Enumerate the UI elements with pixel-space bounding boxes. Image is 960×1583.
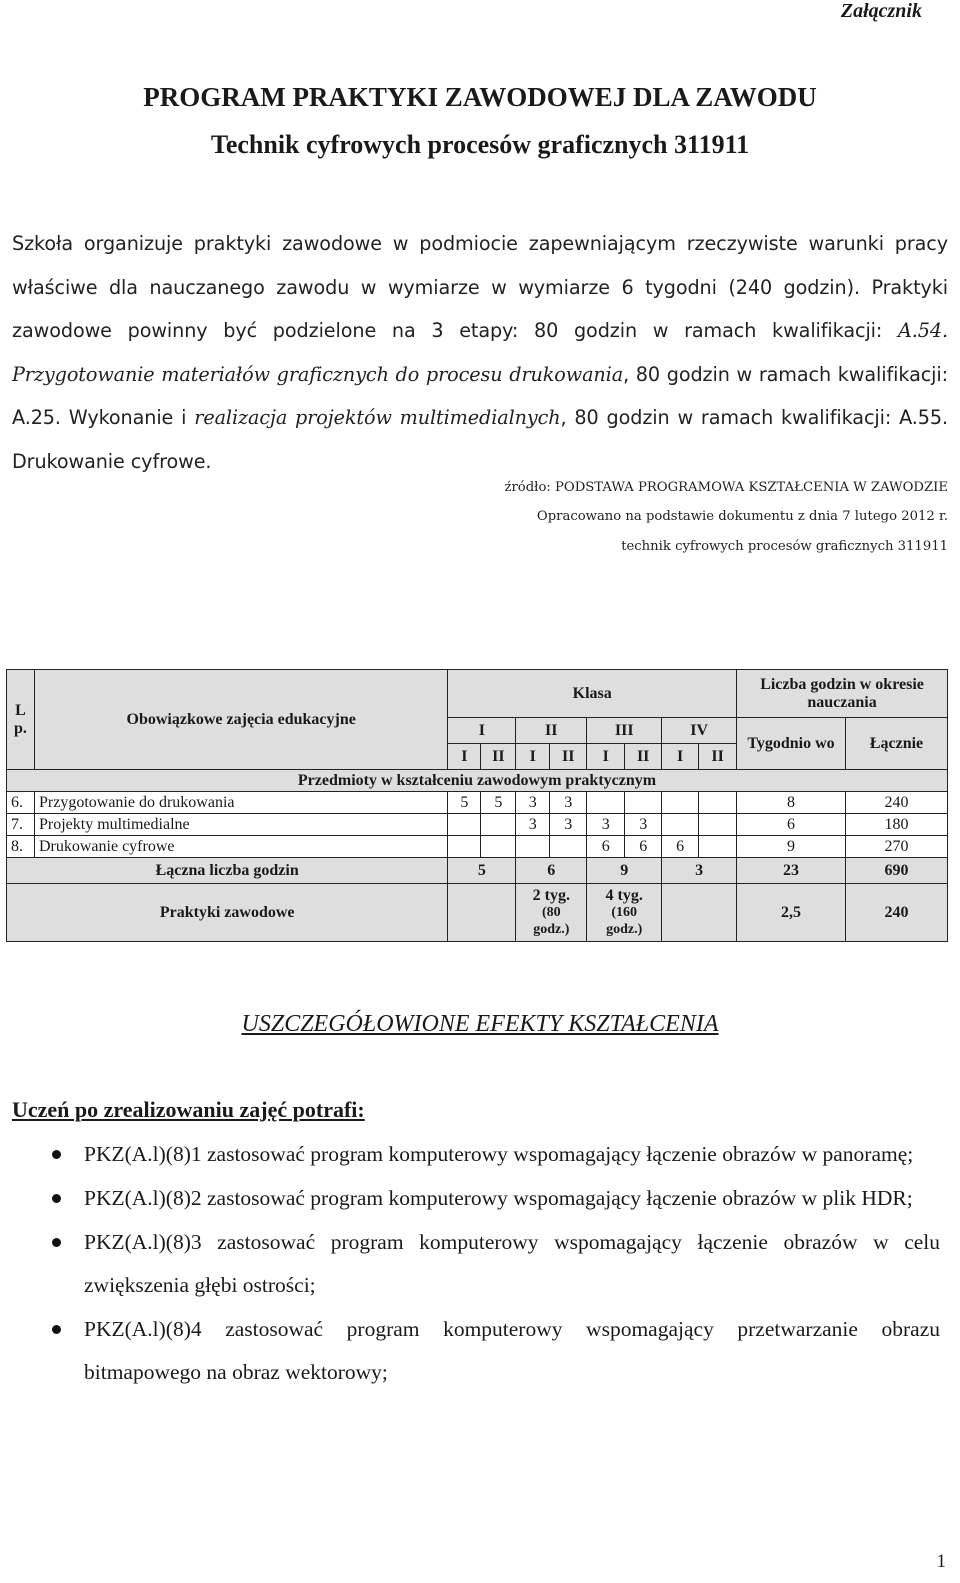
intro-paragraph [12, 222, 948, 483]
class-header: IV [662, 718, 737, 744]
row-number: 8. [7, 836, 35, 858]
hours-cell [699, 792, 737, 814]
hours-cell [587, 792, 625, 814]
bullet-icon [52, 1325, 61, 1334]
hours-cell [699, 836, 737, 858]
page-number: 1 [936, 1551, 946, 1572]
hours-cell: 3 [516, 792, 550, 814]
semester-header: I [587, 744, 625, 770]
hours-cell: 5 [448, 792, 481, 814]
subject-name: Drukowanie cyfrowe [34, 836, 447, 858]
effect-text: PKZ(A.l)(8)1 zastosować program komputerowy wspomagający łączenie obrazów w panoramę; [84, 1142, 914, 1166]
hours-cell [481, 836, 516, 858]
row-number: 7. [7, 814, 35, 836]
class-header: I [448, 718, 516, 744]
effect-text: PKZ(A.l)(8)3 zastosować program komputerowy wspomagający łączenie obrazów w celu zwiększenia głębi ostrości; [84, 1230, 940, 1297]
source-profession-line: technik cyfrowych procesów graficznych 311911 [621, 539, 948, 554]
effects-list [12, 1133, 940, 1395]
effect-text: PKZ(A.l)(8)2 zastosować program komputerowy wspomagający łączenie obrazów w plik HDR; [84, 1186, 913, 1210]
weekly-cell: 9 [737, 836, 846, 858]
semester-header: I [448, 744, 481, 770]
hours-cell [448, 814, 481, 836]
hours-cell [625, 792, 662, 814]
intro-text-2: , 80 godzin w ramach kwalifikacji: A.25. Wykonanie i [12, 362, 948, 429]
semester-header: II [550, 744, 587, 770]
weekly-cell: 6 [737, 814, 846, 836]
hours-header: Liczba godzin w okresie nauczania [737, 670, 948, 718]
weekly-header: Tygodnio wo [737, 718, 846, 770]
semester-header: II [625, 744, 662, 770]
hours-cell: 3 [516, 814, 550, 836]
row-number: 6. [7, 792, 35, 814]
hours-cell: 6 [587, 836, 625, 858]
practice-weekly: 2,5 [737, 884, 846, 942]
hours-cell: 6 [662, 836, 699, 858]
table-row [7, 814, 948, 836]
sum-cell: 6 [516, 858, 587, 884]
hours-cell: 3 [587, 814, 625, 836]
profession-title: Technik cyfrowych procesów graficznych 311911 [210, 130, 750, 159]
total-cell: 240 [846, 792, 948, 814]
student-heading: Uczeń po zrealizowaniu zajęć potrafi: [12, 1097, 365, 1122]
hours-cell: 5 [481, 792, 516, 814]
list-item [12, 1308, 940, 1394]
bullet-icon [52, 1150, 61, 1159]
hours-cell [550, 836, 587, 858]
sum-weekly: 23 [737, 858, 846, 884]
list-item [12, 1177, 940, 1220]
subject-name: Projekty multimedialne [34, 814, 447, 836]
hours-cell: 3 [550, 792, 587, 814]
hours-cell [448, 836, 481, 858]
sum-row [7, 858, 948, 884]
sum-total: 690 [846, 858, 948, 884]
source-document-line: Opracowano na podstawie dokumentu z dnia 7 lutego 2012 r. [536, 509, 948, 524]
intro-text-1: Szkoła organizuje praktyki zawodowe w podmiocie zapewniającym rzeczywiste warunki pracy właściwe dla nauczanego zawodu w wymiarze w wymiarze 6 tygodni (240 godzin). Praktyki zawodowe powinny być podzielone na 3 etapy: 80 godzin w ramach kwalifikacji: [12, 232, 948, 342]
sum-cell: 3 [662, 858, 737, 884]
hours-cell [662, 814, 699, 836]
hours-cell [699, 814, 737, 836]
subjects-header: Obowiązkowe zajęcia edukacyjne [34, 670, 447, 770]
hours-cell: 3 [625, 814, 662, 836]
hours-cell [481, 814, 516, 836]
practice-duration: 4 tyg. (160 godz.) [587, 884, 662, 942]
semester-header: II [481, 744, 516, 770]
klasa-header: Klasa [448, 670, 737, 718]
document-title: PROGRAM PRAKTYKI ZAWODOWEJ DLA ZAWODU [143, 82, 817, 112]
semester-header: I [516, 744, 550, 770]
lp-header: L p. [7, 670, 35, 770]
intro-qualification-a54: A.54. Przygotowanie materiałów graficznych do procesu drukowania [12, 319, 948, 386]
sum-cell: 9 [587, 858, 662, 884]
effect-text: PKZ(A.l)(8)4 zastosować program komputerowy wspomagający przetwarzanie obrazu bitmapowego na obraz wektorowy; [84, 1317, 940, 1384]
sum-cell: 5 [448, 858, 516, 884]
bullet-icon [52, 1194, 61, 1203]
practice-row [7, 884, 948, 942]
hours-cell [516, 836, 550, 858]
practice-duration: 2 tyg. (80 godz.) [516, 884, 587, 942]
practice-label: Praktyki zawodowe [7, 884, 448, 942]
weekly-cell: 8 [737, 792, 846, 814]
class-header: II [516, 718, 587, 744]
section-header: Przedmioty w kształceniu zawodowym praktycznym [7, 770, 948, 792]
class-header: III [587, 718, 662, 744]
table-row [7, 836, 948, 858]
effects-heading: USZCZEGÓŁOWIONE EFEKTY KSZTAŁCENIA [241, 1011, 719, 1037]
semester-header: II [699, 744, 737, 770]
list-item [12, 1221, 940, 1307]
list-item [12, 1133, 940, 1176]
table-row [7, 792, 948, 814]
total-header: Łącznie [846, 718, 948, 770]
hours-cell: 3 [550, 814, 587, 836]
hours-cell [662, 792, 699, 814]
subject-name: Przygotowanie do drukowania [34, 792, 447, 814]
total-cell: 270 [846, 836, 948, 858]
hours-cell: 6 [625, 836, 662, 858]
practice-total: 240 [846, 884, 948, 942]
intro-qualification-a25: realizacja projektów multimedialnych [194, 406, 561, 429]
source-line: źródło: PODSTAWA PROGRAMOWA KSZTAŁCENIA W ZAWODZIE [504, 480, 948, 495]
total-cell: 180 [846, 814, 948, 836]
semester-header: I [662, 744, 699, 770]
bullet-icon [52, 1238, 61, 1247]
curriculum-table [6, 669, 948, 942]
sum-label: Łączna liczba godzin [7, 858, 448, 884]
annex-label: Załącznik [840, 0, 922, 22]
intro-text-3: , 80 godzin w ramach kwalifikacji: A.55. Drukowanie cyfrowe. [12, 406, 949, 473]
